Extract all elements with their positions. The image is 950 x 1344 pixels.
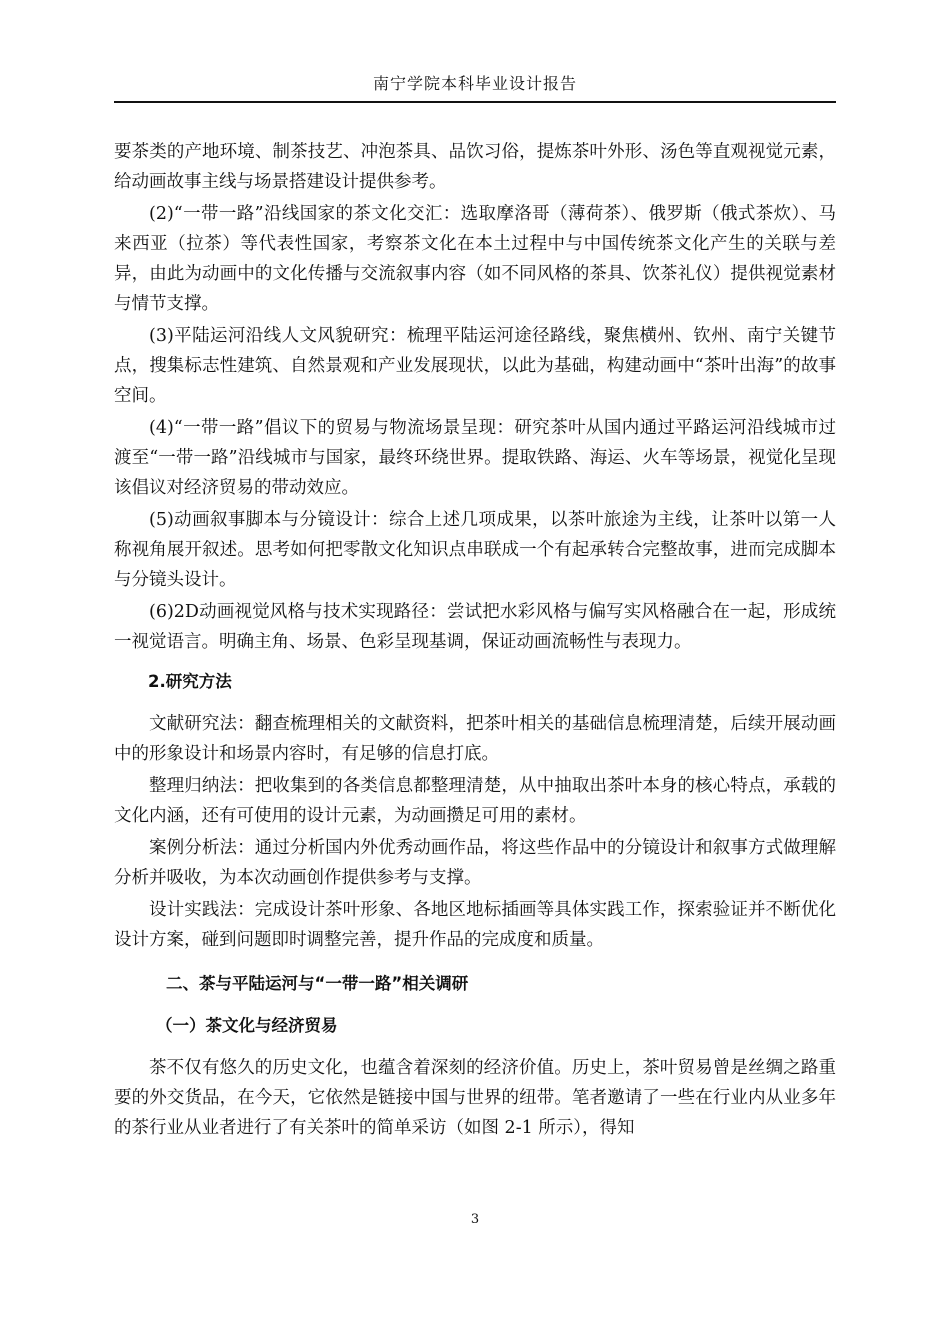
running-header: 南宁学院本科毕业设计报告 [372, 74, 577, 93]
paragraph-continued: 要茶类的产地环境、制茶技艺、冲泡茶具、品饮习俗，提炼茶叶外形、汤色等直观视觉元素，给动画故事主线与场景搭建设计提供参考。 [114, 142, 836, 192]
paragraph-item-3: (3)平陆运河沿线人文风貌研究：梳理平陆运河途径路线，聚焦横州、钦州、南宁关键节点，搜集标志性建筑、自然景观和产业发展现状，以此为基础，构建动画中“茶叶出海”的故事空间。 [114, 326, 836, 406]
paragraph-item-4: (4)“一带一路”倡议下的贸易与物流场景呈现：研究茶叶从国内通过平路运河沿线城市过渡至“一带一路”沿线城市与国家，最终环绕世界。提取铁路、海运、火车等场景，视觉化呈现该倡议对经济贸易的带动效应。 [114, 418, 836, 498]
heading-chapter-2: 二、茶与平陆运河与“一带一路”相关调研 [166, 974, 469, 993]
page-number: 3 [470, 1212, 480, 1227]
heading-research-methods: 2.研究方法 [148, 672, 232, 691]
paragraph-method-case: 案例分析法：通过分析国内外优秀动画作品，将这些作品中的分镜设计和叙事方式做理解分析并吸收，为本次动画创作提供参考与支撑。 [114, 838, 836, 888]
paragraph-item-2: (2)“一带一路”沿线国家的茶文化交汇：选取摩洛哥（薄荷茶）、俄罗斯（俄式茶炊）、马来西亚（拉茶）等代表性国家，考察茶文化在本土过程中与中国传统茶文化产生的关联与差异，由此为动画中的文化传播与交流叙事内容（如不同风格的茶具、饮茶礼仪）提供视觉素材与情节支撑。 [114, 204, 836, 314]
page-body [114, 137, 836, 1145]
paragraph-method-literature: 文献研究法：翻查梳理相关的文献资料，把茶叶相关的基础信息梳理清楚，后续开展动画中的形象设计和场景内容时，有足够的信息打底。 [114, 714, 836, 764]
header-rule [114, 101, 836, 103]
paragraph-item-6: (6)2D动画视觉风格与技术实现路径：尝试把水彩风格与偏写实风格融合在一起，形成统一视觉语言。明确主角、场景、色彩呈现基调，保证动画流畅性与表现力。 [114, 602, 836, 652]
paragraph-section-1: 茶不仅有悠久的历史文化，也蕴含着深刻的经济价值。历史上，茶叶贸易曾是丝绸之路重要的外交货品，在今天，它依然是链接中国与世界的纽带。笔者邀请了一些在行业内从业多年的茶行业从业者进行了有关茶叶的简单采访（如图 2-1 所示），得知 [114, 1058, 836, 1138]
paragraph-method-induction: 整理归纳法：把收集到的各类信息都整理清楚，从中抽取出茶叶本身的核心特点，承载的文化内涵，还有可使用的设计元素，为动画攒足可用的素材。 [114, 776, 836, 826]
heading-section-1: （一）茶文化与经济贸易 [156, 1016, 338, 1035]
paragraph-method-practice: 设计实践法：完成设计茶叶形象、各地区地标插画等具体实践工作，探索验证并不断优化设计方案，碰到问题即时调整完善，提升作品的完成度和质量。 [114, 900, 836, 950]
paragraph-item-5: (5)动画叙事脚本与分镜设计：综合上述几项成果，以茶叶旅途为主线，让茶叶以第一人称视角展开叙述。思考如何把零散文化知识点串联成一个有起承转合完整故事，进而完成脚本与分镜头设计。 [114, 510, 836, 590]
